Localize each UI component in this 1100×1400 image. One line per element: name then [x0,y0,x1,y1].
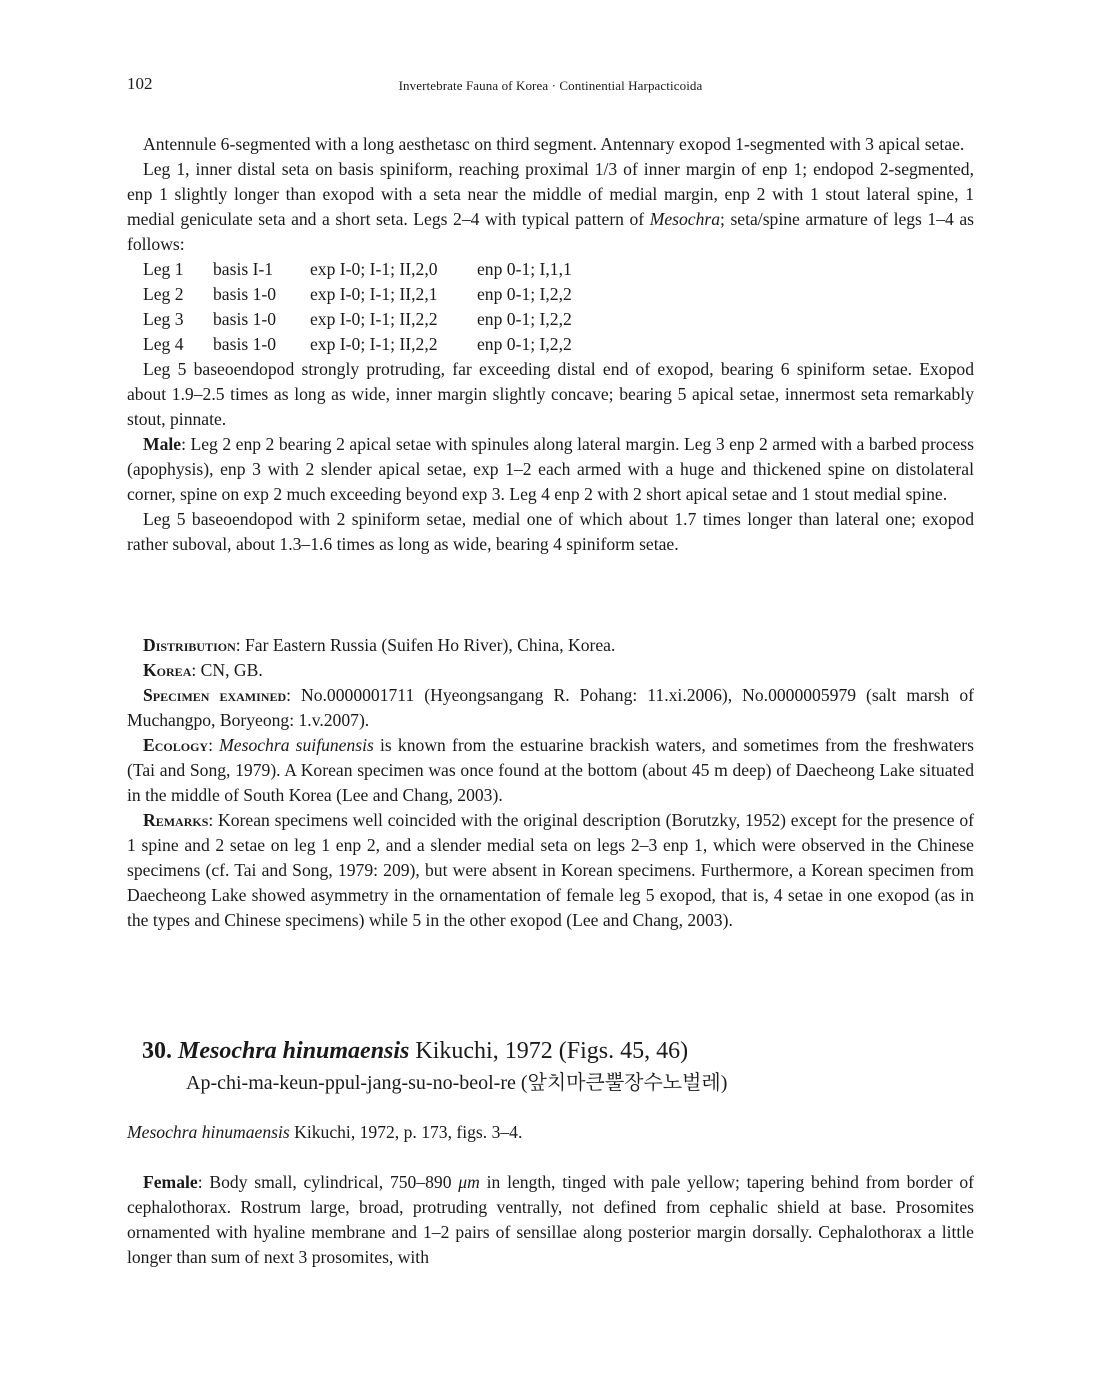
basis-value: basis 1-0 [213,334,277,354]
armature-row [127,257,974,282]
exopod-value: exp I-0; I-1; II,2,2 [310,309,438,329]
female-text-a: : Body small, cylindrical, 750–890 [197,1172,459,1192]
remarks-label: Remarks [143,810,209,830]
specimen-text: : No.0000001711 (Hyeongsangang R. Pohang: 11.xi.2006), No.0000005979 (salt marsh of Muchangpo, Boryeong: 1.v.2007). [127,685,974,730]
basis-value: basis 1-0 [213,309,277,329]
exopod-value: exp I-0; I-1; II,2,0 [310,259,438,279]
exopod-value: exp I-0; I-1; II,2,2 [310,334,438,354]
korea-paragraph [127,658,974,683]
female-description [127,1170,974,1270]
ecology-paragraph [127,733,974,808]
distribution-text: : Far Eastern Russia (Suifen Ho River), China, Korea. [235,635,616,655]
armature-table [127,257,974,357]
armature-intro: ; seta/spine armature of legs 1–4 as follows: [127,209,974,254]
ecology-species-name: Mesochra suifunensis [219,735,374,755]
leg1-paragraph [127,157,974,257]
leg-label: Leg 3 [143,309,184,329]
micrometer-unit: μm [458,1172,480,1192]
leg-label: Leg 2 [143,284,184,304]
female-label: Female [143,1172,198,1192]
vernacular-name: Ap-chi-ma-keun-ppul-jang-su-no-beol-re (앞치마큰뿔장수노벌레) [186,1072,728,1094]
armature-row [127,307,974,332]
page-header [127,74,974,98]
species-number: 30. [142,1038,172,1064]
exopod-value: exp I-0; I-1; II,2,1 [310,284,438,304]
female-paragraph [127,1170,974,1270]
armature-row [127,282,974,307]
synonym-citation: Kikuchi, 1972, p. 173, figs. 3–4. [289,1122,523,1142]
basis-value: basis 1-0 [213,284,277,304]
antennule-paragraph: Antennule 6-segmented with a long aesthetasc on third segment. Antennary exopod 1-segmented with 3 apical setae. [143,134,965,154]
male-text: : Leg 2 enp 2 bearing 2 apical setae with spinules along lateral margin. Leg 3 enp 2 armed with a barbed process (apophysis), enp 3 with 2 slender apical setae, exp 1–2 each armed with a huge and thickened spine on distolateral corner, spine on exp 2 much exceeding beyond exp 3. Leg 4 enp 2 with 2 short apical setae and 1 stout medial spine. [127,434,974,504]
running-title: Invertebrate Fauna of Korea · Continential Harpacticoida [398,78,703,93]
leg5-paragraph: Leg 5 baseoendopod strongly protruding, far exceeding distal end of exopod, bearing 6 spiniform setae. Exopod about 1.9–2.5 times as long as wide, inner margin slightly concave; bearing 5 apical setae, innermost seta remarkably stout, pinnate. [127,359,974,429]
page-number: 102 [127,74,153,93]
species-heading [142,1036,688,1066]
korea-text: : CN, GB. [191,660,263,680]
ecology-colon: : [208,735,220,755]
species-author: Kikuchi, 1972 (Figs. 45, 46) [409,1038,689,1064]
species-sections [127,633,974,933]
species-name: Mesochra hinumaensis [178,1038,410,1064]
basis-value: basis I-1 [213,259,274,279]
synonym-name: Mesochra hinumaensis [127,1122,290,1142]
remarks-text: : Korean specimens well coincided with the original description (Borutzky, 1952) except for the presence of 1 spine and 2 setae on leg 1 enp 2, and a slender medial seta on legs 2–3 enp 1, which were observed in the Chinese specimens (cf. Tai and Song, 1979: 209), but were absent in Korean specimens. Furthermore, a Korean specimen from Daecheong Lake showed asymmetry in the ornamentation of female leg 5 exopod, that is, 4 setae in one exopod (as in the types and Chinese specimens) while 5 in the other exopod (Lee and Chang, 2003). [127,810,974,930]
ecology-label: Ecology [143,735,209,755]
specimen-label: Specimen examined [143,685,287,705]
armature-row [127,332,974,357]
leg1-text: Leg 1, inner distal seta on basis spiniform, reaching proximal 1/3 of inner margin of enp 1; endopod 2-segmented, enp 1 slightly longer than exopod with a seta near the middle of medial margin, enp 2 with 1 stout lateral spine, 1 medial geniculate seta and a short seta. Legs 2–4 with typical pattern of [127,159,974,229]
species-description [127,132,974,557]
leg-label: Leg 4 [143,334,184,354]
distribution-paragraph [127,633,974,658]
synonym-line [127,1120,522,1145]
genus-name: Mesochra [649,209,721,229]
female-text-b: in length, tinged with pale yellow; tapering behind from border of cephalothorax. Rostrum large, broad, protruding ventrally, not defined from cephalic shield at base. Prosomites ornamented with hyaline membrane and 1–2 pairs of sensillae along posterior margin dorsally. Cephalothorax a little longer than sum of next 3 prosomites, with [127,1172,974,1267]
male-label: Male [143,434,182,454]
male-paragraph [127,432,974,507]
leg-label: Leg 1 [143,259,184,279]
remarks-paragraph [127,808,974,933]
endopod-value: enp 0-1; I,1,1 [477,259,572,279]
ecology-text: is known from the estuarine brackish waters, and sometimes from the freshwaters (Tai and Song, 1979). A Korean specimen was once found at the bottom (about 45 m deep) of Daecheong Lake situated in the middle of South Korea (Lee and Chang, 2003). [127,735,974,805]
specimen-paragraph [127,683,974,733]
endopod-value: enp 0-1; I,2,2 [477,334,572,354]
male-leg5-paragraph: Leg 5 baseoendopod with 2 spiniform setae, medial one of which about 1.7 times longer than lateral one; exopod rather suboval, about 1.3–1.6 times as long as wide, bearing 4 spiniform setae. [127,509,974,554]
distribution-label: Distribution [143,635,236,655]
korea-label: Korea [143,660,192,680]
endopod-value: enp 0-1; I,2,2 [477,309,572,329]
endopod-value: enp 0-1; I,2,2 [477,284,572,304]
